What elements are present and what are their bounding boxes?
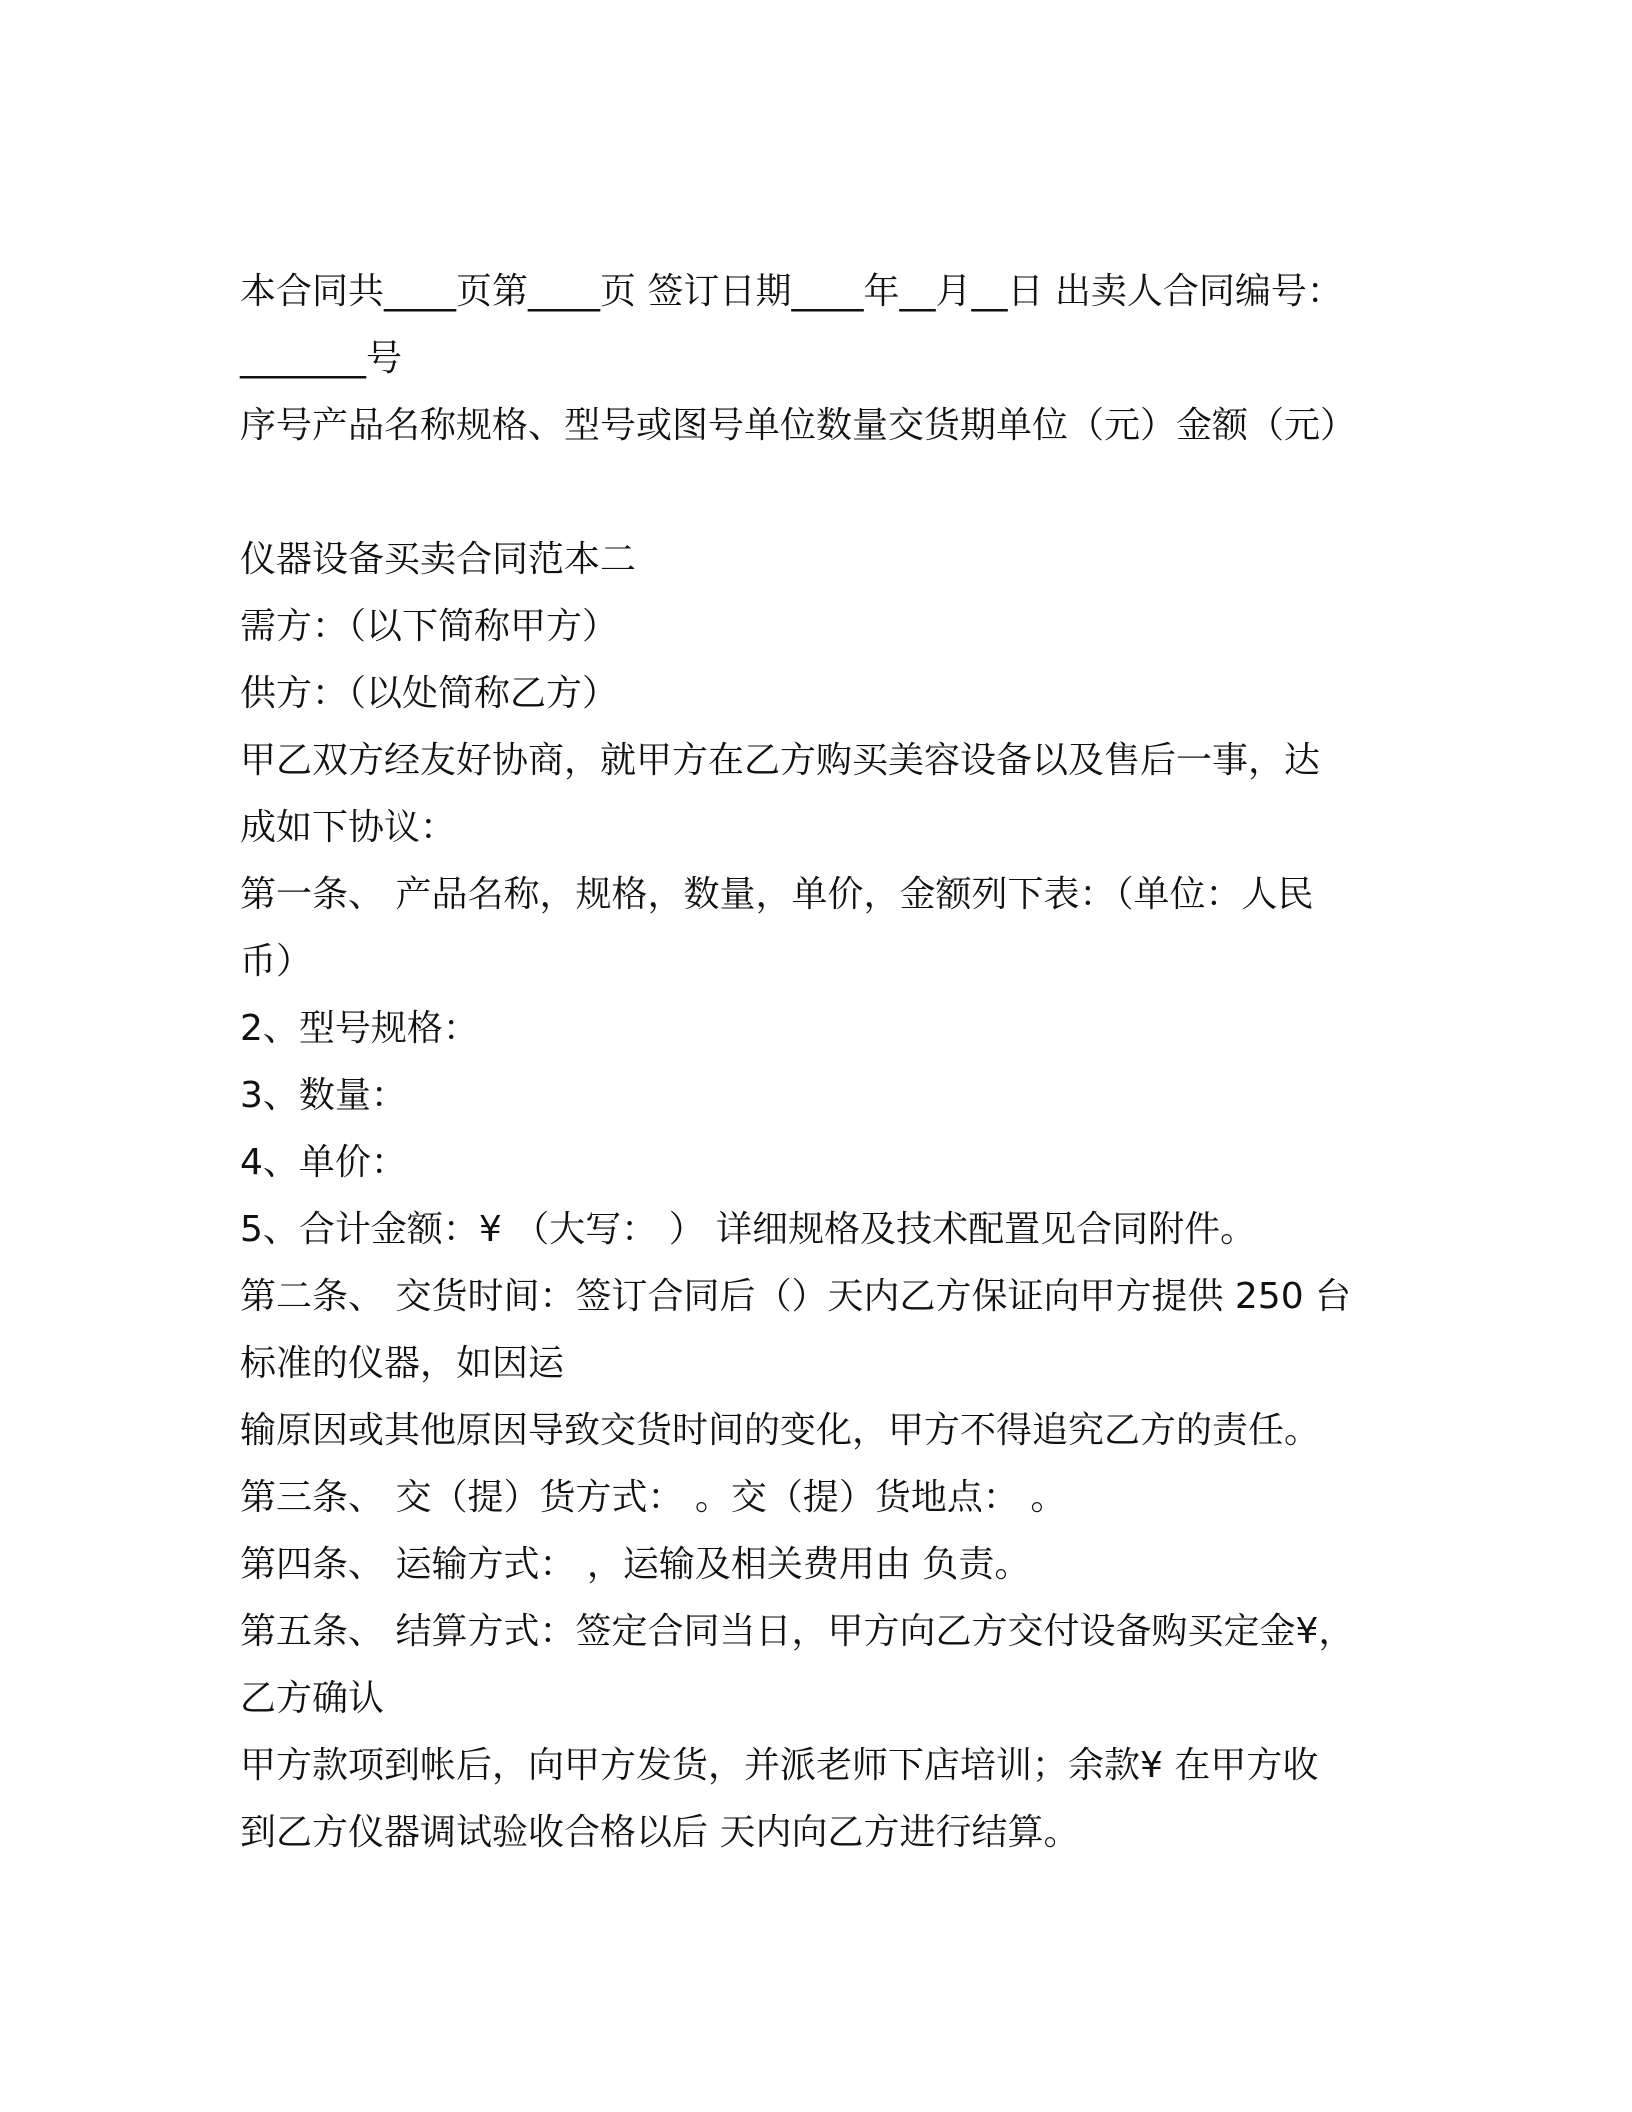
article-1-line-2: 币） (240, 941, 313, 982)
item-model-line: 2、型号规格： (240, 1008, 479, 1049)
agreement-intro-line-2: 成如下协议： (240, 807, 457, 848)
article-2-line-1: 第二条、 交货时间：签订合同后（）天内乙方保证向甲方提供 250 台 (240, 1276, 1352, 1317)
item-quantity-line: 3、数量： (240, 1075, 407, 1116)
article-5-line-4: 到乙方仪器调试验收合格以后 天内向乙方进行结算。 (240, 1812, 1080, 1853)
article-5-line-2: 乙方确认 (240, 1678, 385, 1719)
item-total-line: 5、合计金额：¥ （大写： ） 详细规格及技术配置见合同附件。 (240, 1209, 1257, 1250)
article-2-line-3: 输原因或其他原因导致交货时间的变化，甲方不得追究乙方的责任。 (240, 1410, 1321, 1451)
article-2-line-2: 标准的仪器，如因运 (240, 1343, 565, 1384)
article-4-line: 第四条、 运输方式： ，运输及相关费用由 负责。 (240, 1544, 1031, 1585)
seller-line: 供方：（以处简称乙方） (240, 673, 619, 714)
contract-number-line: _______号 (240, 338, 403, 379)
article-1-line-1: 第一条、 产品名称，规格，数量，单价，金额列下表：（单位：人民 (240, 874, 1314, 915)
agreement-intro-line-1: 甲乙双方经友好协商，就甲方在乙方购买美容设备以及售后一事，达 (240, 740, 1321, 781)
item-unit-price-line: 4、单价： (240, 1142, 407, 1183)
article-3-line: 第三条、 交（提）货方式： 。交（提）货地点： 。 (240, 1477, 1067, 1518)
table-header-line: 序号产品名称规格、型号或图号单位数量交货期单位（元）金额（元） (240, 405, 1357, 446)
blank-line (240, 459, 1420, 526)
buyer-line: 需方：（以下简称甲方） (240, 606, 619, 647)
article-5-line-1: 第五条、 结算方式：签定合同当日，甲方向乙方交付设备购买定金¥， (240, 1611, 1355, 1652)
contract-header-line: 本合同共____页第____页 签订日期____年__月__日 出卖人合同编号： (240, 271, 1343, 312)
document-body (240, 258, 1420, 1866)
section-title: 仪器设备买卖合同范本二 (240, 539, 637, 580)
article-5-line-3: 甲方款项到帐后，向甲方发货，并派老师下店培训；余款¥ 在甲方收 (240, 1745, 1319, 1786)
